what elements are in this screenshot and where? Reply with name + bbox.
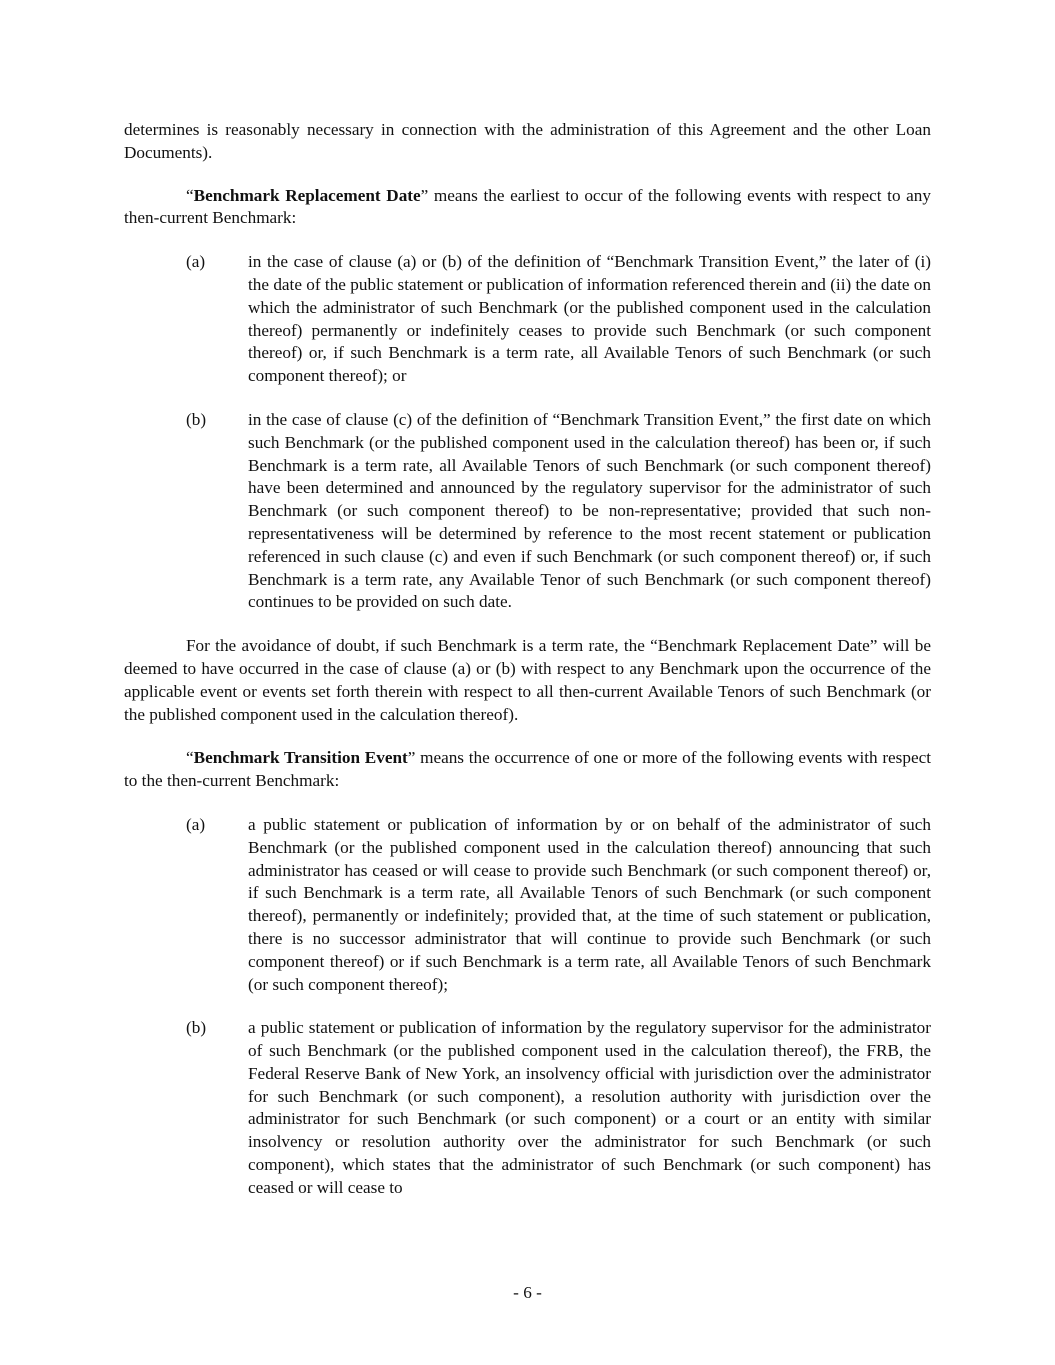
list-item-text: in the case of clause (a) or (b) of the definition of “Benchmark Transition Event,” the later of (i) the date of the public statement or publication of information referenced therein and (ii) the date on which the administrator of such Benchmark (or the published component used in the calculation thereof) permanently or indefinitely ceases to provide such Benchmark (or such component thereof) or, if such Benchmark is a term rate, all Available Tenors of such Benchmark (or such component thereof); or	[248, 252, 931, 386]
open-quote: “	[186, 748, 194, 768]
definition-text: ” means the earliest to occur of the following events with respect to any then-current Benchmark:	[124, 185, 931, 228]
page-number: - 6 -	[513, 1283, 542, 1302]
definition-benchmark-replacement-date	[124, 185, 931, 231]
list-item-text: a public statement or publication of information by or on behalf of the administrator of such Benchmark (or the published component used in the calculation thereof) announcing that such administrator has ceased or will cease to provide such Benchmark (or such component thereof) or, if such Benchmark is a term rate, all Available Tenors of such Benchmark (or such component thereof), permanently or indefinitely; provided that, at the time of such statement or publication, there is no successor administrator that will continue to provide such Benchmark (or such component thereof) or if such Benchmark is a term rate, all Available Tenors of such Benchmark (or such component thereof);	[248, 814, 931, 994]
list-item	[124, 1017, 931, 1199]
list-item	[124, 409, 931, 614]
continued-paragraph: determines is reasonably necessary in connection with the administration of this Agreement and the other Loan Documents).	[124, 120, 931, 162]
list-item	[124, 251, 931, 388]
definition-text: ” means the occurrence of one or more of the following events with respect to the then-current Benchmark:	[124, 748, 931, 791]
definition-benchmark-transition-event	[124, 747, 931, 793]
list-item	[124, 814, 931, 996]
list-item-text: a public statement or publication of information by the regulatory supervisor for the administrator of such Benchmark (or the published component used in the calculation thereof), the FRB, the Federal Reserve Bank of New York, an insolvency official with jurisdiction over the administrator for such Benchmark (or such component), a resolution authority with jurisdiction over the administrator for such Benchmark (or such component) or a court or an entity with similar insolvency or resolution authority over the administrator for such Benchmark (or such component), which states that the administrator of such Benchmark (or such component) has ceased or will cease to	[248, 1018, 931, 1197]
defined-term: Benchmark Replacement Date	[193, 185, 421, 205]
list-item-text: in the case of clause (c) of the definition of “Benchmark Transition Event,” the first date on which such Benchmark (or the published component used in the calculation thereof) has been or, if such Benchmark is a term rate, all Available Tenors of such Benchmark (or such component thereof) have been determined and announced by the regulatory supervisor for the administrator of such Benchmark (or such component thereof) to be non-representative; provided that such non-representativeness will be determined by reference to the most recent statement or publication referenced in such clause (c) and even if such Benchmark (or such component thereof) or, if such Benchmark is a term rate, any Available Tenor of such Benchmark (or such component thereof) continues to be provided on such date.	[248, 409, 931, 612]
list-item-label: (a)	[186, 252, 206, 272]
defined-term: Benchmark Transition Event	[193, 748, 408, 768]
list-item-label: (b)	[186, 1018, 207, 1038]
open-quote: “	[186, 185, 194, 205]
avoidance-of-doubt-paragraph: For the avoidance of doubt, if such Benchmark is a term rate, the “Benchmark Replacement Date” will be deemed to have occurred in the case of clause (a) or (b) with respect to any Benchmark upon the occurrence of the applicable event or events set forth therein with respect to all then-current Available Tenors of such Benchmark (or the published component used in the calculation thereof).	[124, 636, 931, 724]
list-item-label: (a)	[186, 814, 206, 834]
list-item-label: (b)	[186, 409, 207, 429]
document-body	[124, 119, 931, 1221]
